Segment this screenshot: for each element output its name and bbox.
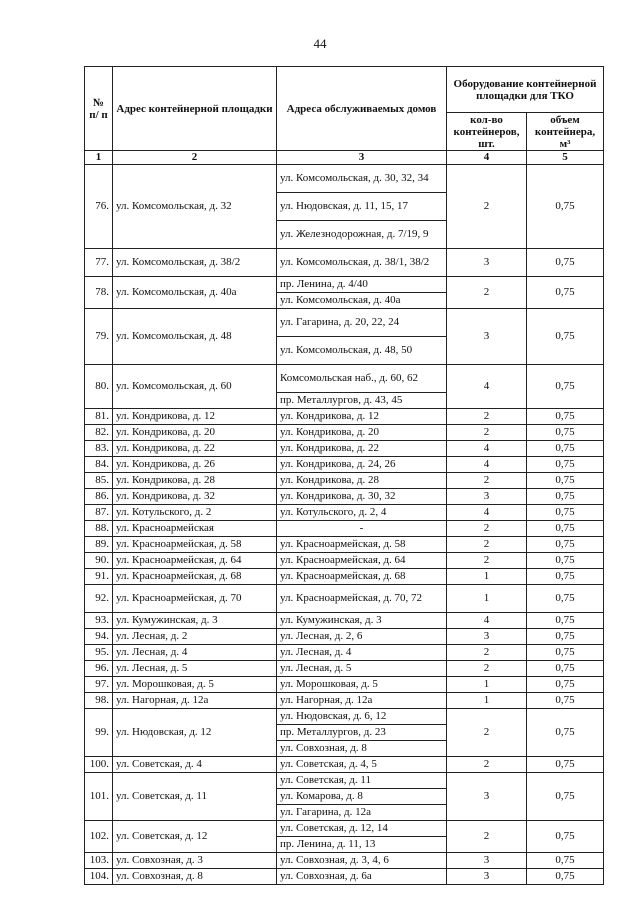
site-address: ул. Лесная, д. 2	[113, 629, 277, 645]
header-container-count: кол-во контейнеров, шт.	[447, 113, 527, 151]
house-address: ул. Комсомольская, д. 38/1, 38/2	[277, 249, 447, 277]
table-row	[85, 553, 604, 569]
row-number: 96.	[85, 661, 113, 677]
table-row	[85, 757, 604, 773]
house-address: ул. Кондрикова, д. 22	[277, 441, 447, 457]
house-address: ул. Кондрикова, д. 20	[277, 425, 447, 441]
container-count: 2	[447, 165, 527, 249]
site-address: ул. Красноармейская, д. 64	[113, 553, 277, 569]
container-count: 4	[447, 365, 527, 409]
container-volume: 0,75	[527, 693, 604, 709]
house-address: ул. Совхозная, д. 8	[277, 741, 447, 757]
site-address: ул. Совхозная, д. 3	[113, 853, 277, 869]
house-address: пр. Металлургов, д. 23	[277, 725, 447, 741]
container-count: 3	[447, 853, 527, 869]
table-row	[85, 853, 604, 869]
row-number: 85.	[85, 473, 113, 489]
container-count: 3	[447, 869, 527, 885]
table-row	[85, 773, 604, 789]
row-number: 77.	[85, 249, 113, 277]
row-number: 92.	[85, 585, 113, 613]
container-volume: 0,75	[527, 505, 604, 521]
house-address: ул. Кондрикова, д. 12	[277, 409, 447, 425]
site-address: ул. Морошковая, д. 5	[113, 677, 277, 693]
container-count: 2	[447, 425, 527, 441]
table-row	[85, 661, 604, 677]
row-number: 78.	[85, 277, 113, 309]
container-count: 4	[447, 457, 527, 473]
row-number: 102.	[85, 821, 113, 853]
container-volume: 0,75	[527, 569, 604, 585]
house-address: ул. Красноармейская, д. 70, 72	[277, 585, 447, 613]
site-address: ул. Красноармейская, д. 68	[113, 569, 277, 585]
site-address: ул. Совхозная, д. 8	[113, 869, 277, 885]
container-count: 2	[447, 709, 527, 757]
container-count: 3	[447, 309, 527, 365]
container-volume: 0,75	[527, 489, 604, 505]
table-row	[85, 473, 604, 489]
row-number: 103.	[85, 853, 113, 869]
container-volume: 0,75	[527, 629, 604, 645]
container-volume: 0,75	[527, 677, 604, 693]
house-address: ул. Комсомольская, д. 40а	[277, 293, 447, 309]
column-number: 3	[277, 151, 447, 165]
container-volume: 0,75	[527, 473, 604, 489]
house-address: ул. Лесная, д. 2, 6	[277, 629, 447, 645]
row-number: 88.	[85, 521, 113, 537]
site-address: ул. Красноармейская, д. 70	[113, 585, 277, 613]
row-number: 82.	[85, 425, 113, 441]
house-address: ул. Советская, д. 4, 5	[277, 757, 447, 773]
row-number: 89.	[85, 537, 113, 553]
site-address: ул. Комсомольская, д. 32	[113, 165, 277, 249]
site-address: ул. Кондрикова, д. 26	[113, 457, 277, 473]
site-address: ул. Кумужинская, д. 3	[113, 613, 277, 629]
house-address: Комсомольская наб., д. 60, 62	[277, 365, 447, 393]
row-number: 91.	[85, 569, 113, 585]
container-volume: 0,75	[527, 585, 604, 613]
column-number: 1	[85, 151, 113, 165]
container-volume: 0,75	[527, 821, 604, 853]
table-row	[85, 821, 604, 837]
site-address: ул. Советская, д. 4	[113, 757, 277, 773]
house-address: ул. Лесная, д. 5	[277, 661, 447, 677]
container-count: 1	[447, 585, 527, 613]
container-volume: 0,75	[527, 249, 604, 277]
table-row	[85, 489, 604, 505]
table-row	[85, 425, 604, 441]
container-volume: 0,75	[527, 773, 604, 821]
column-number: 4	[447, 151, 527, 165]
container-count: 2	[447, 473, 527, 489]
table-row	[85, 249, 604, 277]
container-count: 3	[447, 773, 527, 821]
container-volume: 0,75	[527, 757, 604, 773]
row-number: 95.	[85, 645, 113, 661]
row-number: 86.	[85, 489, 113, 505]
house-address: ул. Котульского, д. 2, 4	[277, 505, 447, 521]
site-address: ул. Комсомольская, д. 38/2	[113, 249, 277, 277]
container-count: 1	[447, 693, 527, 709]
row-number: 93.	[85, 613, 113, 629]
row-number: 76.	[85, 165, 113, 249]
column-number: 5	[527, 151, 604, 165]
site-address: ул. Котульского, д. 2	[113, 505, 277, 521]
table-row	[85, 645, 604, 661]
site-address: ул. Советская, д. 11	[113, 773, 277, 821]
house-address: ул. Комсомольская, д. 48, 50	[277, 337, 447, 365]
house-address: ул. Нюдовская, д. 6, 12	[277, 709, 447, 725]
container-volume: 0,75	[527, 457, 604, 473]
house-address: ул. Морошковая, д. 5	[277, 677, 447, 693]
table-body	[85, 165, 604, 885]
container-count: 2	[447, 645, 527, 661]
site-address: ул. Красноармейская, д. 58	[113, 537, 277, 553]
row-number: 81.	[85, 409, 113, 425]
header-container-volume: объем контейнера, м³	[527, 113, 604, 151]
house-address: пр. Ленина, д. 11, 13	[277, 837, 447, 853]
site-address: ул. Кондрикова, д. 12	[113, 409, 277, 425]
container-volume: 0,75	[527, 645, 604, 661]
site-address: ул. Нюдовская, д. 12	[113, 709, 277, 757]
container-count: 3	[447, 629, 527, 645]
house-address: ул. Красноармейская, д. 64	[277, 553, 447, 569]
header-num: № п/ п	[85, 67, 113, 151]
house-address: пр. Металлургов, д. 43, 45	[277, 393, 447, 409]
site-address: ул. Кондрикова, д. 20	[113, 425, 277, 441]
container-volume: 0,75	[527, 409, 604, 425]
container-count: 1	[447, 569, 527, 585]
house-address: ул. Совхозная, д. 3, 4, 6	[277, 853, 447, 869]
container-count: 2	[447, 553, 527, 569]
container-volume: 0,75	[527, 309, 604, 365]
house-address: ул. Нагорная, д. 12а	[277, 693, 447, 709]
container-count: 2	[447, 821, 527, 853]
table-row	[85, 309, 604, 337]
row-number: 83.	[85, 441, 113, 457]
container-volume: 0,75	[527, 661, 604, 677]
site-address: ул. Кондрикова, д. 28	[113, 473, 277, 489]
house-address: ул. Комсомольская, д. 30, 32, 34	[277, 165, 447, 193]
container-volume: 0,75	[527, 709, 604, 757]
site-address: ул. Лесная, д. 5	[113, 661, 277, 677]
site-address: ул. Комсомольская, д. 48	[113, 309, 277, 365]
container-count: 2	[447, 757, 527, 773]
container-volume: 0,75	[527, 613, 604, 629]
container-count: 2	[447, 277, 527, 309]
row-number: 99.	[85, 709, 113, 757]
row-number: 101.	[85, 773, 113, 821]
table-row	[85, 709, 604, 725]
house-address: ул. Гагарина, д. 12а	[277, 805, 447, 821]
house-address: ул. Кондрикова, д. 24, 26	[277, 457, 447, 473]
table-row	[85, 165, 604, 193]
house-address: ул. Гагарина, д. 20, 22, 24	[277, 309, 447, 337]
container-count: 2	[447, 521, 527, 537]
row-number: 79.	[85, 309, 113, 365]
container-volume: 0,75	[527, 537, 604, 553]
site-address: ул. Советская, д. 12	[113, 821, 277, 853]
container-count: 3	[447, 249, 527, 277]
container-count: 4	[447, 505, 527, 521]
table-row	[85, 521, 604, 537]
site-address: ул. Лесная, д. 4	[113, 645, 277, 661]
container-count: 4	[447, 613, 527, 629]
container-volume: 0,75	[527, 553, 604, 569]
house-address: ул. Железнодорожная, д. 7/19, 9	[277, 221, 447, 249]
site-address: ул. Кондрикова, д. 32	[113, 489, 277, 505]
column-number-row	[85, 151, 604, 165]
container-volume: 0,75	[527, 277, 604, 309]
table-row	[85, 585, 604, 613]
container-volume: 0,75	[527, 853, 604, 869]
row-number: 80.	[85, 365, 113, 409]
container-count: 3	[447, 489, 527, 505]
row-number: 84.	[85, 457, 113, 473]
column-number: 2	[113, 151, 277, 165]
page-number: 44	[313, 36, 327, 51]
site-address: ул. Комсомольская, д. 60	[113, 365, 277, 409]
container-count: 1	[447, 677, 527, 693]
house-address: ул. Красноармейская, д. 58	[277, 537, 447, 553]
row-number: 87.	[85, 505, 113, 521]
header-equipment: Оборудование контейнерной площадки для ТКО	[447, 67, 604, 113]
house-address: ул. Комарова, д. 8	[277, 789, 447, 805]
row-number: 104.	[85, 869, 113, 885]
table-row	[85, 505, 604, 521]
house-address: -	[277, 521, 447, 537]
house-address: пр. Ленина, д. 4/40	[277, 277, 447, 293]
table-row	[85, 613, 604, 629]
header-house-addresses: Адреса обслуживаемых домов	[277, 67, 447, 151]
container-volume: 0,75	[527, 165, 604, 249]
house-address: ул. Лесная, д. 4	[277, 645, 447, 661]
site-address: ул. Комсомольская, д. 40а	[113, 277, 277, 309]
table-row	[85, 693, 604, 709]
container-count: 2	[447, 409, 527, 425]
site-address: ул. Кондрикова, д. 22	[113, 441, 277, 457]
table-row	[85, 629, 604, 645]
table-row	[85, 537, 604, 553]
table-row	[85, 441, 604, 457]
site-address: ул. Красноармейская	[113, 521, 277, 537]
house-address: ул. Совхозная, д. 6а	[277, 869, 447, 885]
house-address: ул. Советская, д. 12, 14	[277, 821, 447, 837]
container-sites-table	[84, 66, 604, 885]
table-row	[85, 457, 604, 473]
row-number: 100.	[85, 757, 113, 773]
house-address: ул. Кондрикова, д. 28	[277, 473, 447, 489]
container-volume: 0,75	[527, 441, 604, 457]
container-count: 4	[447, 441, 527, 457]
header-site-address: Адрес контейнерной площадки	[113, 67, 277, 151]
container-volume: 0,75	[527, 521, 604, 537]
row-number: 94.	[85, 629, 113, 645]
container-volume: 0,75	[527, 869, 604, 885]
row-number: 98.	[85, 693, 113, 709]
container-volume: 0,75	[527, 425, 604, 441]
house-address: ул. Красноармейская, д. 68	[277, 569, 447, 585]
house-address: ул. Кумужинская, д. 3	[277, 613, 447, 629]
site-address: ул. Нагорная, д. 12а	[113, 693, 277, 709]
row-number: 90.	[85, 553, 113, 569]
container-volume: 0,75	[527, 365, 604, 409]
table-row	[85, 677, 604, 693]
table-row	[85, 277, 604, 293]
table-row	[85, 409, 604, 425]
house-address: ул. Советская, д. 11	[277, 773, 447, 789]
row-number: 97.	[85, 677, 113, 693]
table-row	[85, 365, 604, 393]
table-row	[85, 869, 604, 885]
container-count: 2	[447, 661, 527, 677]
house-address: ул. Кондрикова, д. 30, 32	[277, 489, 447, 505]
container-count: 2	[447, 537, 527, 553]
house-address: ул. Нюдовская, д. 11, 15, 17	[277, 193, 447, 221]
table-row	[85, 569, 604, 585]
